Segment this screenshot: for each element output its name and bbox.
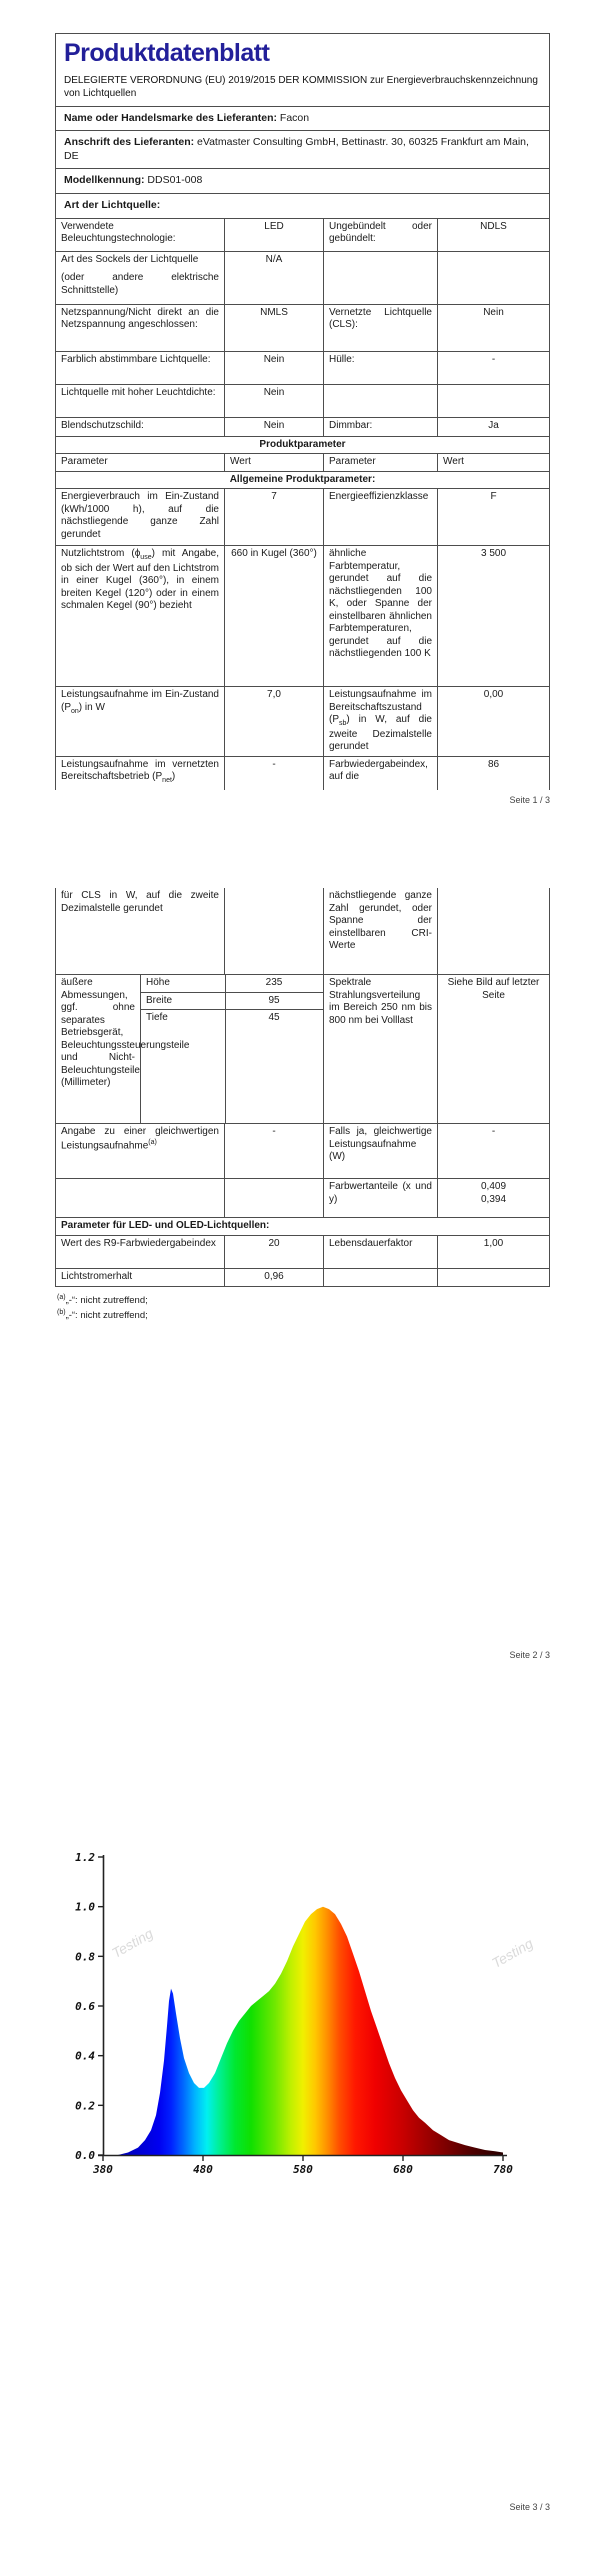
value-cell: Nein: [224, 418, 323, 436]
chromaticity-y: 0,394: [480, 1193, 507, 1205]
param-cell: nächstliegende ganze Zahl gerundet, oder Spanne der einstellbaren CRI-Werte: [323, 888, 437, 974]
param-cell: für CLS in W, auf die zweite Dezimalstelle gerundet: [61, 890, 219, 914]
model-row: [56, 168, 549, 193]
param-cell: Energieeffizienzklasse: [323, 489, 437, 545]
value-cell: 0,96: [224, 1269, 323, 1286]
value-cell: Nein: [437, 305, 549, 351]
y-tick-label: 0.4: [75, 2049, 95, 2063]
value-cell: [437, 888, 549, 974]
table-row-useful-flux: [56, 545, 549, 686]
x-tick-label: 480: [193, 2163, 213, 2176]
param-cell: ähnliche Farbtemperatur, gerundet auf die nächstliegenden 100 K, oder Spanne der einstellbaren ähnlichen Farbtemperaturen, gerundet auf die nächstliegenden 100 K: [323, 546, 437, 686]
param-cell: Falls ja, gleichwertige Leistungsaufnahme (W): [323, 1124, 437, 1178]
value-cell: F: [437, 489, 549, 545]
table-row-continuation: [56, 888, 549, 974]
y-tick-label: 0.8: [75, 1950, 95, 1964]
table-row-glare: [56, 417, 549, 436]
col-header: Parameter: [323, 454, 437, 471]
table-row-energy: [56, 488, 549, 545]
param-cell: [323, 1269, 437, 1286]
param-cell: Blendschutzschild:: [61, 419, 144, 431]
model-value: DDS01-008: [147, 174, 203, 187]
param-cell: Lichtquelle mit hoher Leuchtdichte:: [61, 386, 216, 398]
value-cell: [437, 385, 549, 417]
supplier-address-row: [56, 130, 549, 168]
value-cell: Nein: [224, 385, 323, 417]
spectral-distribution-chart: [65, 1845, 525, 2190]
table-row-tunable: [56, 351, 549, 384]
dimension-row-depth: [141, 1010, 323, 1027]
param-cell: Farblich abstimmbare Lichtquelle:: [61, 353, 211, 365]
table-row-dimensions: [56, 974, 549, 1123]
footnote-b: $^{(b)}$„-“: nicht zutreffend;: [57, 1308, 148, 1322]
param-cell: [323, 252, 437, 304]
table-row-power-on: [56, 686, 549, 756]
supplier-address-value: eVatmaster Consulting GmbH, Bettinastr. 30, 60325 Frankfurt am Main, DE: [64, 136, 529, 162]
col-header: Wert: [437, 454, 549, 471]
value-cell: 3 500: [437, 546, 549, 686]
param-cell: Angabe zu einer gleichwertigen Leistungsaufnahme$^{(a)}$: [61, 1126, 219, 1151]
value-cell: 1,00: [437, 1236, 549, 1268]
dimension-value: 45: [268, 1012, 280, 1023]
dimensions-label: äußere Abmessungen, ggf. ohne separates Betriebsgerät, Beleuchtungssteuerungsteile und Nicht-Beleuchtungsteile (Millimeter): [61, 977, 190, 1088]
value-cell: Nein: [224, 352, 323, 384]
param-cell: Leistungsaufnahme im Ein-Zustand $(P_{on})$ in W: [61, 689, 219, 715]
value-cell: LED: [224, 219, 323, 251]
param-cell: Lebensdauerfaktor: [323, 1236, 437, 1268]
param-cell: Verwendete Beleuchtungstechnologie:: [61, 220, 176, 245]
chromaticity-x: 0,409: [480, 1181, 507, 1192]
value-cell: [437, 1179, 549, 1217]
table-row-luminance: [56, 384, 549, 417]
dimension-value: 95: [268, 994, 280, 1006]
footnotes: [57, 1293, 603, 1324]
value-cell: NMLS: [224, 305, 323, 351]
param-cell: Leistungsaufnahme im vernetzten Bereitschaftsbetrieb $(P_{net})$: [61, 758, 219, 785]
page-2-table: [55, 888, 550, 1287]
value-cell: 0,00: [437, 687, 549, 756]
page-1-footer: Seite 1 / 3: [509, 795, 550, 805]
param-cell: Leistungsaufnahme im Bereitschaftszustand $(P_{sb})$ in W, auf die zweite Dezimalstelle gerundet: [323, 687, 437, 756]
y-tick-label: 0.6: [75, 2000, 95, 2013]
x-tick-label: 580: [293, 2163, 313, 2176]
page-title: Produktdatenblatt: [64, 39, 270, 67]
value-cell: [224, 888, 323, 974]
watermark: Testing: [488, 1934, 536, 1972]
value-cell: 20: [224, 1236, 323, 1268]
dimension-name: Breite: [146, 994, 173, 1006]
col-header: Wert: [224, 454, 323, 471]
param-cell: Farbwertanteile (x und y): [323, 1179, 437, 1217]
dimensions-subtable: [140, 975, 323, 1123]
value-cell: NDLS: [437, 219, 549, 251]
y-tick-label: 0.2: [75, 2099, 95, 2113]
param-cell: Vernetzte Lichtquelle (CLS):: [323, 305, 437, 351]
page-2: [0, 888, 603, 1323]
value-cell: [437, 1269, 549, 1286]
value-cell: -: [437, 1124, 549, 1178]
x-tick-label: 380: [93, 2163, 113, 2176]
model-label: Modellkennung:: [64, 174, 145, 187]
param-cell: Hülle:: [323, 352, 437, 384]
dimension-value: 235: [265, 977, 283, 988]
param-cell: [323, 385, 437, 417]
regulation-text: DELEGIERTE VERORDNUNG (EU) 2019/2015 DER KOMMISSION zur Energieverbrauchskennzeichnung von Lichtquellen: [64, 74, 538, 99]
param-cell: Dimmbar:: [323, 418, 437, 436]
socket-line-1: Art des Sockels der Lichtquelle: [61, 253, 199, 265]
watermark: Testing: [108, 1924, 156, 1962]
param-cell: Farbwiedergabeindex, auf die: [323, 757, 437, 790]
spectrum-area: [103, 1907, 503, 2155]
page-2-footer: Seite 2 / 3: [509, 1650, 550, 1660]
socket-line-2: (oder andere elektrische Schnittstelle): [61, 272, 219, 296]
value-cell: N/A: [224, 252, 323, 304]
value-cell: 7: [224, 489, 323, 545]
y-tick-label: 1.2: [75, 1851, 95, 1864]
supplier-name-row: [56, 106, 549, 131]
value-cell: 660 in Kugel (360°): [224, 546, 323, 686]
x-tick-label: 780: [493, 2163, 513, 2176]
column-header-row: [56, 453, 549, 471]
value-cell: Siehe Bild auf letzter Seite: [437, 975, 549, 1123]
value-cell: [437, 252, 549, 304]
param-cell: [56, 1179, 224, 1217]
title-section: [56, 34, 549, 106]
table-row-networked-standby: [56, 756, 549, 790]
allgemeine-header: Allgemeine Produktparameter:: [56, 471, 549, 489]
value-cell: [224, 1179, 323, 1217]
supplier-address-label: Anschrift des Lieferanten:: [64, 136, 195, 149]
param-cell: Wert des R9-Farbwiedergabeindex: [61, 1237, 216, 1249]
dimension-name: Höhe: [146, 977, 170, 988]
y-tick-label: 1.0: [75, 1900, 95, 1914]
col-header: Parameter: [61, 456, 108, 468]
param-cell: Netzspannung/Nicht direkt an die Netzspannung angeschlossen:: [61, 306, 219, 331]
value-cell: -: [224, 1124, 323, 1178]
table-row-r9: [56, 1235, 549, 1268]
value-cell: 86: [437, 757, 549, 790]
light-source-type-header: Art der Lichtquelle:: [56, 193, 549, 218]
value-cell: -: [224, 757, 323, 790]
table-row-lumen-maintenance: [56, 1268, 549, 1286]
value-cell: Ja: [437, 418, 549, 436]
page-3-footer: Seite 3 / 3: [509, 2502, 550, 2512]
value-cell: 7,0: [224, 687, 323, 756]
param-cell: Lichtstromerhalt: [61, 1270, 133, 1282]
led-oled-header: Parameter für LED- und OLED-Lichtquellen:: [56, 1217, 549, 1235]
dimension-name: Tiefe: [146, 1012, 168, 1023]
dimension-row-height: [141, 975, 323, 993]
x-tick-label: 680: [393, 2163, 413, 2176]
table-row-mains: [56, 304, 549, 351]
param-cell: [56, 252, 224, 304]
supplier-name-label: Name oder Handelsmarke des Lieferanten:: [64, 111, 277, 124]
footnote-a: $^{(a)}$„-“: nicht zutreffend;: [57, 1293, 148, 1306]
page-1-table: [55, 33, 550, 790]
table-row-socket: [56, 251, 549, 304]
param-cell: Energieverbrauch im Ein-Zustand (kWh/1000 h), auf die nächstliegende ganze Zahl gerundet: [61, 491, 219, 540]
y-tick-label: 0.0: [75, 2149, 95, 2162]
param-cell: Ungebündelt oder gebündelt:: [323, 219, 437, 251]
param-cell: Spektrale Strahlungsverteilung im Bereich 250 nm bis 800 nm bei Volllast: [323, 975, 437, 1123]
produktparameter-header: Produktparameter: [56, 436, 549, 454]
dimension-row-width: [141, 993, 323, 1011]
value-cell: -: [437, 352, 549, 384]
table-row-chromaticity: [56, 1178, 549, 1217]
table-row-equivalent-power: [56, 1123, 549, 1178]
table-row-technology: [56, 218, 549, 251]
supplier-name-value: Facon: [279, 111, 310, 124]
param-cell: Nutzlichtstrom $(\phi_{use})$ mit Angabe, ob sich der Wert auf den Lichtstrom in einer Kugel (360°), in einem breiten Kegel (120°) oder in einem schmalen Kegel (90°) bezieht: [61, 548, 219, 612]
